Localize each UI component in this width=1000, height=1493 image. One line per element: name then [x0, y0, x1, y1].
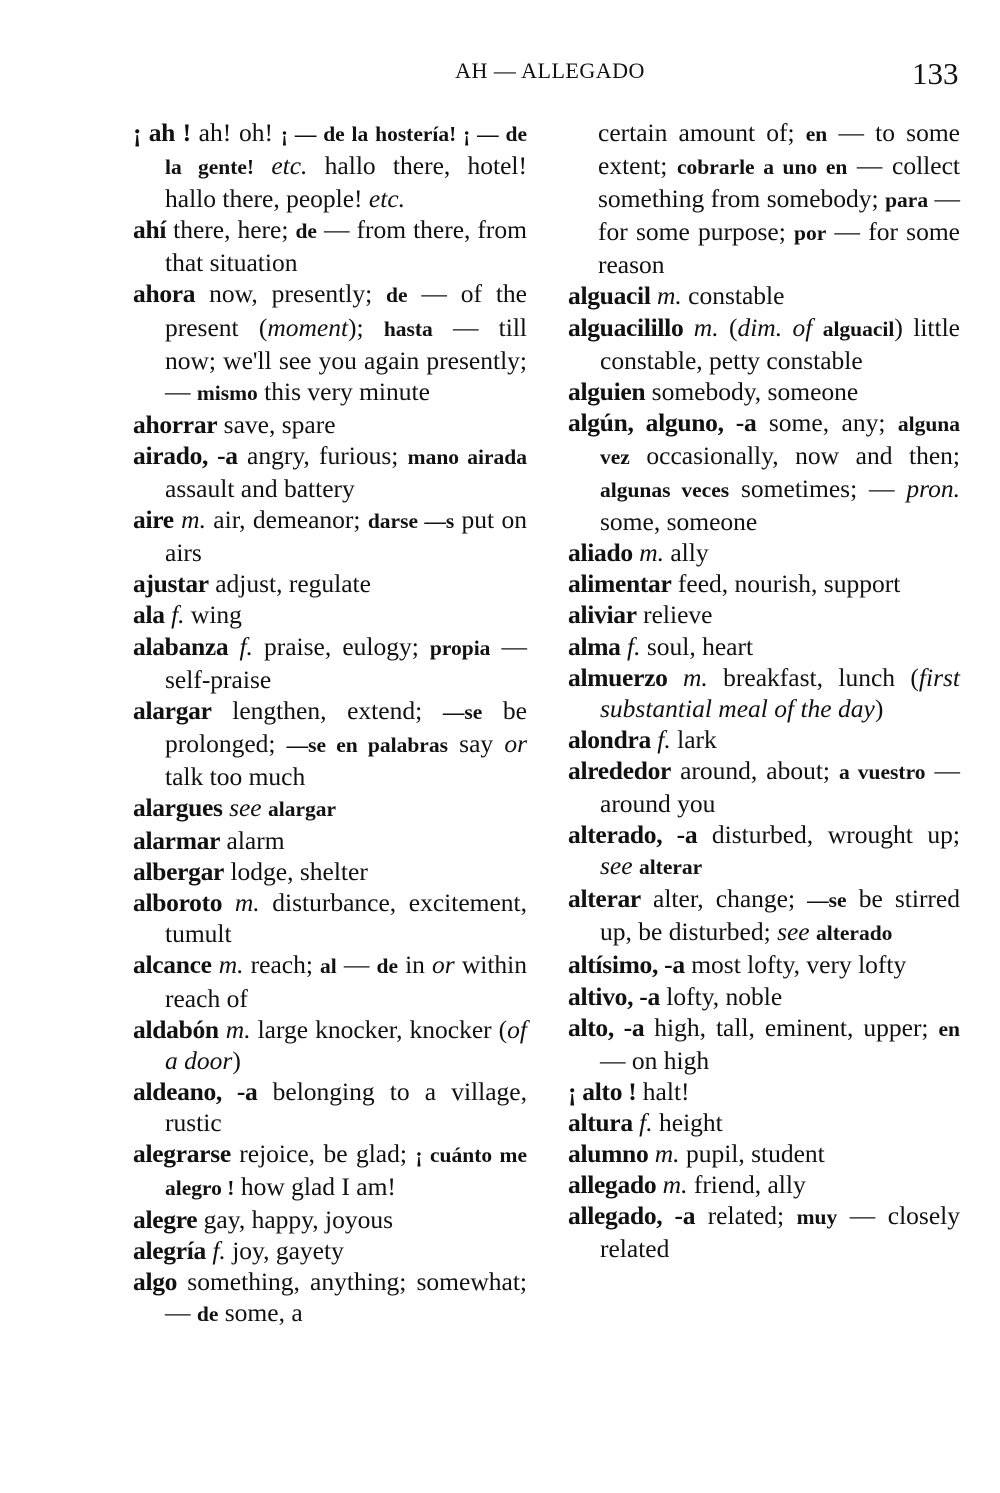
- bold-phrase: de: [295, 219, 317, 244]
- definition-text: disturbance, excitement, tumult: [165, 888, 527, 949]
- italic-text: m.: [683, 312, 719, 342]
- definition-text: — of the present (: [165, 279, 527, 342]
- italic-text: f.: [620, 631, 641, 661]
- headword: altísimo, -a: [568, 950, 685, 980]
- headword: altivo, -a: [568, 981, 660, 1011]
- bold-phrase: de: [376, 954, 398, 979]
- italic-text: moment: [267, 312, 349, 342]
- definition-text: some, a: [218, 1298, 303, 1328]
- headword: alcance: [133, 950, 212, 980]
- definition-text: alter, change;: [640, 884, 808, 914]
- headword: alma: [568, 631, 621, 661]
- bold-phrase: en: [805, 122, 828, 146]
- definition-text: somebody, someone: [645, 376, 859, 406]
- definition-text: something, anything; somewhat; —: [165, 1267, 527, 1328]
- definition-text: gay, happy, joyous: [197, 1205, 393, 1235]
- headword: alarmar: [133, 826, 221, 856]
- definition-text: how glad I am!: [234, 1172, 396, 1202]
- dictionary-entry: [133, 1204, 527, 1235]
- italic-text: see: [777, 917, 816, 947]
- bold-phrase: alargar: [268, 796, 337, 821]
- headword: alegría: [133, 1236, 206, 1266]
- bold-phrase: cobrarle a uno en: [677, 155, 848, 180]
- dictionary-entry: [568, 883, 960, 949]
- dictionary-entry: [133, 856, 527, 887]
- definition-text: lark: [670, 724, 717, 754]
- bold-phrase: para: [885, 188, 929, 213]
- headword: aliado: [568, 538, 633, 568]
- headword: ahí: [133, 215, 167, 245]
- italic-text: see: [222, 792, 268, 822]
- definition-text: most lofty, very lofty: [684, 950, 907, 980]
- definition-text: hallo there, hotel! hallo there, people!: [165, 151, 527, 214]
- headword: ¡ ah !: [133, 118, 191, 147]
- headword: ¡ alto !: [568, 1076, 637, 1106]
- dictionary-entry: [133, 631, 527, 695]
- dictionary-entry: [133, 568, 527, 599]
- bold-phrase: alguacil: [822, 316, 895, 341]
- dictionary-entry: [568, 1200, 960, 1264]
- running-head: AH — ALLEGADO: [455, 58, 645, 83]
- italic-text: m.: [222, 888, 260, 918]
- bold-phrase: darse —s: [367, 509, 455, 534]
- definition-text: — to some extent;: [598, 118, 960, 181]
- headword: alegrarse: [133, 1139, 231, 1168]
- italic-text: m.: [648, 1139, 680, 1168]
- definition-text: — from there, from that situation: [165, 215, 527, 278]
- definition-text: be prolonged;: [165, 695, 527, 758]
- definition-text: — around you: [600, 755, 960, 818]
- italic-text: m.: [173, 505, 206, 535]
- bold-phrase: —se: [442, 699, 483, 724]
- bold-phrase: ¡ cuánto me alegro !: [165, 1143, 527, 1201]
- definition-text: angry, furious;: [237, 440, 408, 470]
- definition-text: related;: [695, 1201, 797, 1231]
- definition-text: wing: [184, 600, 242, 630]
- bold-phrase: en: [938, 1016, 960, 1041]
- dictionary-entry: [568, 1138, 960, 1169]
- dictionary-entry: [568, 280, 960, 311]
- definition-text: say: [447, 728, 505, 758]
- headword: alimentar: [568, 569, 672, 599]
- definition-text: ally: [663, 538, 709, 568]
- headword: aire: [133, 505, 174, 535]
- italic-text: m.: [211, 950, 244, 980]
- dictionary-entry: [133, 825, 527, 856]
- bold-phrase: de: [196, 1302, 219, 1327]
- definition-text: put on airs: [165, 505, 527, 568]
- italic-text: m.: [632, 538, 664, 568]
- definition-text: some, someone: [600, 507, 758, 537]
- dictionary-entry: [133, 1266, 527, 1330]
- headword: aliviar: [568, 600, 637, 630]
- headword: aldabón: [133, 1014, 219, 1044]
- definition-text: relieve: [636, 600, 713, 630]
- definition-text: (: [718, 312, 738, 342]
- definition-text: assault and battery: [165, 474, 355, 504]
- italic-text: etc.: [368, 184, 406, 214]
- definition-text: within reach of: [165, 950, 528, 1013]
- dictionary-entry: [133, 278, 527, 408]
- definition-text: — collect something from somebody;: [598, 151, 960, 214]
- bold-phrase: —se: [807, 888, 847, 913]
- definition-text: constable: [681, 281, 785, 311]
- italic-text: pron.: [906, 474, 960, 504]
- headword: alboroto: [133, 888, 223, 918]
- definition-text: be stirred up, be disturbed;: [600, 884, 960, 947]
- italic-text: m.: [650, 281, 682, 311]
- definition-text: rejoice, be glad;: [230, 1139, 416, 1168]
- dictionary-entry: [133, 214, 527, 278]
- italic-text: m.: [656, 1170, 688, 1200]
- bold-phrase: muy: [796, 1205, 838, 1230]
- definition-text: certain amount of;: [598, 118, 806, 147]
- headword: algo: [133, 1267, 178, 1297]
- dictionary-entry: [568, 407, 960, 537]
- headword: ahora: [133, 279, 196, 309]
- headword: ajustar: [133, 569, 209, 599]
- definition-text: alarm: [220, 826, 285, 856]
- definition-text: belonging to a village, rustic: [165, 1076, 527, 1137]
- bold-phrase: —se en palabras: [286, 732, 448, 757]
- right-column: [568, 117, 960, 1264]
- definition-text: air, demeanor;: [205, 505, 368, 535]
- definition-text: joy, gayety: [225, 1236, 344, 1266]
- definition-text: ah! oh!: [190, 118, 281, 147]
- definition-text: around, about;: [671, 755, 840, 785]
- dictionary-entry: [568, 312, 960, 376]
- definition-text: — on high: [600, 1045, 710, 1075]
- headword: alrededor: [568, 755, 672, 785]
- definition-text: now, presently;: [195, 279, 387, 309]
- italic-text: f.: [228, 631, 253, 661]
- definition-text: there, here;: [166, 215, 296, 245]
- headword: alegre: [133, 1205, 198, 1235]
- definition-text: feed, nourish, support: [671, 569, 901, 599]
- bold-phrase: mano airada: [407, 444, 528, 469]
- definition-text: large knocker, knocker (: [250, 1014, 508, 1044]
- headword: allegado: [568, 1170, 657, 1200]
- bold-phrase: hasta: [383, 316, 433, 341]
- dictionary-entry: [568, 755, 960, 819]
- definition-text: soul, heart: [640, 631, 754, 661]
- dictionary-entry: [133, 949, 527, 1013]
- headword: alterado, -a: [568, 820, 698, 850]
- headword: alterar: [568, 884, 641, 914]
- definition-text: sometimes; —: [729, 474, 907, 504]
- dictionary-entry: [133, 117, 527, 214]
- dictionary-entry: [568, 949, 960, 980]
- headword: alguien: [568, 376, 646, 406]
- italic-text: or: [504, 728, 527, 758]
- page-number: 133: [912, 56, 959, 91]
- definition-text: talk too much: [165, 761, 306, 791]
- bold-phrase: mismo: [196, 380, 258, 405]
- headword: albergar: [133, 857, 225, 887]
- dictionary-entry: [133, 440, 527, 504]
- dictionary-entry: [568, 631, 960, 662]
- italic-text: first substantial meal of the day: [600, 662, 961, 723]
- headword: ahorrar: [133, 409, 218, 439]
- definition-text: ): [232, 1045, 241, 1075]
- definition-text: — self-praise: [165, 631, 528, 694]
- definition-text: this very minute: [257, 376, 430, 406]
- dictionary-entry: [133, 887, 527, 949]
- definition-text: —: [336, 950, 377, 980]
- headword: alto, -a: [568, 1012, 645, 1042]
- definition-text: lofty, noble: [659, 981, 783, 1011]
- headword: alguacil: [568, 281, 651, 311]
- dictionary-entry: [568, 1012, 960, 1076]
- definition-text: breakfast, lunch (: [707, 662, 919, 692]
- headword: aldeano, -a: [133, 1076, 258, 1106]
- definition-text: some, any;: [756, 407, 898, 437]
- dictionary-entry: [133, 695, 527, 792]
- dictionary-entry: [568, 1076, 960, 1107]
- headword: altura: [568, 1107, 633, 1137]
- headword: almuerzo: [568, 662, 668, 692]
- dictionary-entry: [133, 409, 527, 440]
- headword: ala: [133, 600, 165, 630]
- bold-phrase: ¡ — de la hostería! ¡ — de la gente!: [165, 122, 527, 180]
- dictionary-entry: [133, 1014, 527, 1076]
- dictionary-entry: [568, 376, 960, 407]
- dictionary-entry: [568, 1169, 960, 1200]
- definition-text: praise, eulogy;: [252, 631, 430, 661]
- dictionary-entry: [568, 981, 960, 1012]
- left-column: [133, 117, 527, 1331]
- definition-text: occasionally, now and then;: [629, 440, 960, 470]
- definition-text: disturbed, wrought up;: [697, 820, 960, 850]
- headword: alabanza: [133, 631, 229, 661]
- dictionary-entry: [133, 504, 527, 568]
- dictionary-entry: [133, 1076, 527, 1138]
- italic-text: see: [600, 851, 639, 881]
- definition-text: lengthen, extend;: [211, 695, 443, 725]
- dictionary-entry: [568, 819, 960, 883]
- definition-text: reach;: [243, 950, 321, 980]
- headword: allegado, -a: [568, 1201, 696, 1231]
- bold-phrase: algunas veces: [600, 478, 730, 503]
- bold-phrase: propia: [429, 635, 491, 660]
- dictionary-entry: [568, 537, 960, 568]
- italic-text: of a door: [165, 1014, 528, 1075]
- italic-text: or: [432, 950, 455, 980]
- dictionary-entry: [568, 662, 960, 724]
- headword: alargar: [133, 695, 212, 725]
- dictionary-entry: [568, 1107, 960, 1138]
- definition-text: in: [397, 950, 433, 980]
- dictionary-entry: [133, 792, 527, 825]
- definition-text: save, spare: [217, 409, 336, 439]
- definition-text: );: [348, 312, 384, 342]
- italic-text: m.: [667, 662, 708, 692]
- bold-phrase: alterado: [816, 921, 893, 946]
- italic-text: m.: [218, 1014, 251, 1044]
- definition-text: lodge, shelter: [224, 857, 368, 887]
- dictionary-entry: [568, 724, 960, 755]
- headword: alguacilillo: [568, 312, 684, 342]
- headword: airado, -a: [133, 440, 238, 470]
- definition-text: — till now; we'll see you again presently; —: [165, 312, 527, 406]
- italic-text: dim. of: [737, 312, 823, 342]
- bold-phrase: alterar: [638, 855, 703, 880]
- definition-text: — for some reason: [598, 217, 960, 280]
- bold-phrase: de: [386, 283, 408, 308]
- bold-phrase: alguna vez: [600, 411, 960, 469]
- italic-text: f.: [650, 724, 671, 754]
- dictionary-entry: [568, 599, 960, 630]
- dictionary-entry: [568, 568, 960, 599]
- headword: alargues: [133, 792, 223, 822]
- italic-text: f.: [205, 1236, 226, 1266]
- italic-text: etc.: [254, 151, 308, 181]
- italic-text: f.: [632, 1107, 653, 1137]
- definition-text: friend, ally: [687, 1170, 806, 1200]
- definition-text: height: [652, 1107, 723, 1137]
- bold-phrase: al: [320, 954, 337, 979]
- definition-text: high, tall, eminent, upper;: [644, 1012, 939, 1042]
- definition-text: pupil, student: [679, 1139, 825, 1168]
- definition-text: halt!: [636, 1076, 690, 1106]
- italic-text: f.: [164, 600, 185, 630]
- dictionary-entry: [133, 1235, 527, 1266]
- headword: algún, alguno, -a: [568, 407, 757, 437]
- headword: alondra: [568, 724, 651, 754]
- bold-phrase: por: [794, 221, 827, 246]
- dictionary-entry: [133, 599, 527, 630]
- entry-continuation: [568, 117, 960, 280]
- headword: alumno: [568, 1139, 649, 1168]
- definition-text: — for some purpose;: [598, 184, 961, 247]
- definition-text: ) little constable, petty constable: [600, 312, 960, 375]
- definition-text: adjust, regulate: [208, 569, 371, 599]
- definition-text: ): [874, 693, 884, 723]
- bold-phrase: a vuestro: [839, 759, 926, 784]
- definition-text: — closely related: [600, 1201, 960, 1264]
- dictionary-entry: [133, 1138, 527, 1204]
